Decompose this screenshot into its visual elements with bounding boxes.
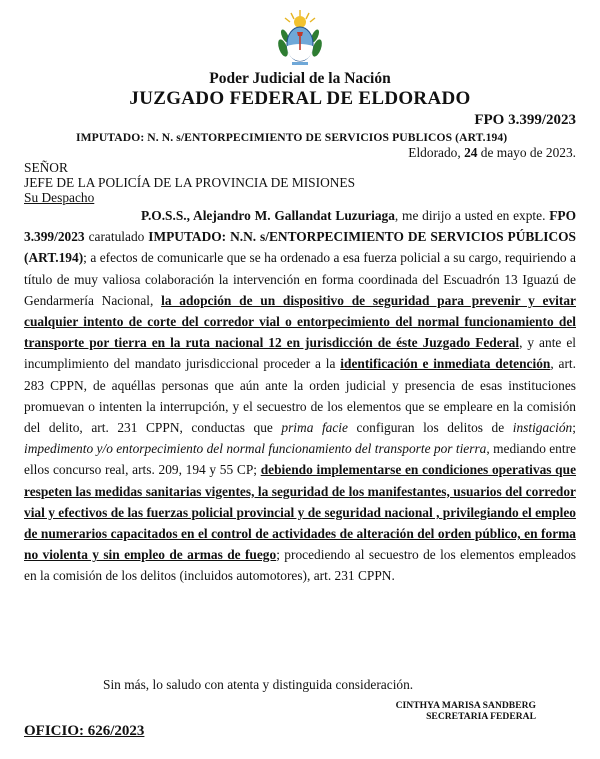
body-text-segment: caratulado	[84, 229, 149, 245]
signatory-title: SECRETARIA FEDERAL	[426, 711, 536, 722]
letter-body	[24, 205, 576, 587]
signatory-name: CINTHYA MARISA SANDBERG	[395, 700, 536, 711]
body-text-segment: ; a efectos de comunicarle que se ha ordenado a esa fuerza policial a su cargo, requiriendo a título de muy valiosa colaboración la intervención en forma coordinada del Escuadrón 13 Iguazú de Gendarmería Nacional,	[24, 250, 576, 308]
court-name: Poder Judicial de la Nación	[209, 70, 391, 87]
order-security-device: la adopción de un dispositivo de seguridad para prevenir y evitar cualquier intento de corte del corredor vial o entorpecimiento del normal funcionamiento del transporte por tierra en la ruta nacional 12 en jurisdicción de éste Juzgado Federal	[24, 292, 576, 351]
date-prefix: Eldorado,	[408, 145, 465, 160]
file-number: FPO 3.399/2023	[474, 112, 576, 128]
body-text-segment: , y ante el incumplimiento del mandato jurisdiccional proceder a la	[24, 335, 576, 372]
address-despacho: Su Despacho	[24, 190, 95, 205]
body-text-segment: ;	[572, 420, 576, 436]
oficio-number: OFICIO: 626/2023	[24, 723, 145, 739]
address-salutation: SEÑOR	[24, 160, 68, 175]
order-detention: identificación e inmediata detención	[340, 356, 551, 372]
case-caption: IMPUTADO: N. N. s/ENTORPECIMIENTO DE SERVICIOS PUBLICOS (ART.194)	[76, 131, 508, 144]
body-text-segment: , me dirijo a usted en expte.	[394, 208, 550, 223]
body-text-segment: ; procediendo al secuestro de los elementos empleados en la comisión de los delitos (incluidos automotores), art. 231 CPPN.	[24, 547, 577, 584]
body-italic-segment: prima facie	[281, 420, 348, 436]
body-italic-segment: instigación	[512, 420, 573, 436]
court-title: JUZGADO FEDERAL DE ELDORADO	[129, 88, 471, 109]
body-text-segment: , mediando entre ellos concurso real, arts. 209, 194 y 55 CP;	[24, 441, 577, 478]
order-operational-conditions: debiendo implementarse en condiciones operativas que respeten las medidas sanitarias vigentes, la seguridad de los manifestantes, usuarios del corredor vial y efectivos de las fuerzas policial provincial y de seguridad nacional , privilegiando el empleo de numerarios capacitados en el control de actividades de alteración del orden público, en forma no violenta y sin empleo de armas de fuego	[24, 462, 577, 563]
body-file-number: FPO 3.399/2023	[24, 208, 576, 245]
date-suffix: de mayo de 2023.	[477, 145, 576, 160]
date-day: 24	[464, 145, 478, 160]
closing-line: Sin más, lo saludo con atenta y distinguida consideración.	[103, 677, 414, 692]
body-text-segment: configuran los delitos de	[347, 420, 513, 436]
body-italic-segment: impedimento y/o entorpecimiento del normal funcionamiento del transporte por tierra	[24, 441, 487, 457]
address-recipient: JEFE DE LA POLICÍA DE LA PROVINCIA DE MISIONES	[24, 175, 356, 190]
body-text-segment: , art. 283 CPPN, de aquéllas personas que aún ante la orden judicial y presencia de esas instituciones promuevan o intenten la interrupción, y el secuestro de los elementos que se empleare en la comisión del delito, art. 231 CPPN, conductas que	[24, 356, 576, 436]
sender-name: P.O.S.S., Alejandro M. Gallandat Luzuriaga	[141, 208, 395, 223]
body-paragraph	[24, 205, 576, 587]
coat-of-arms-icon	[276, 8, 324, 70]
date-line	[408, 145, 576, 161]
body-case-title: IMPUTADO: N.N. s/ENTORPECIMIENTO DE SERVICIOS PÚBLICOS (ART.194)	[24, 229, 576, 266]
